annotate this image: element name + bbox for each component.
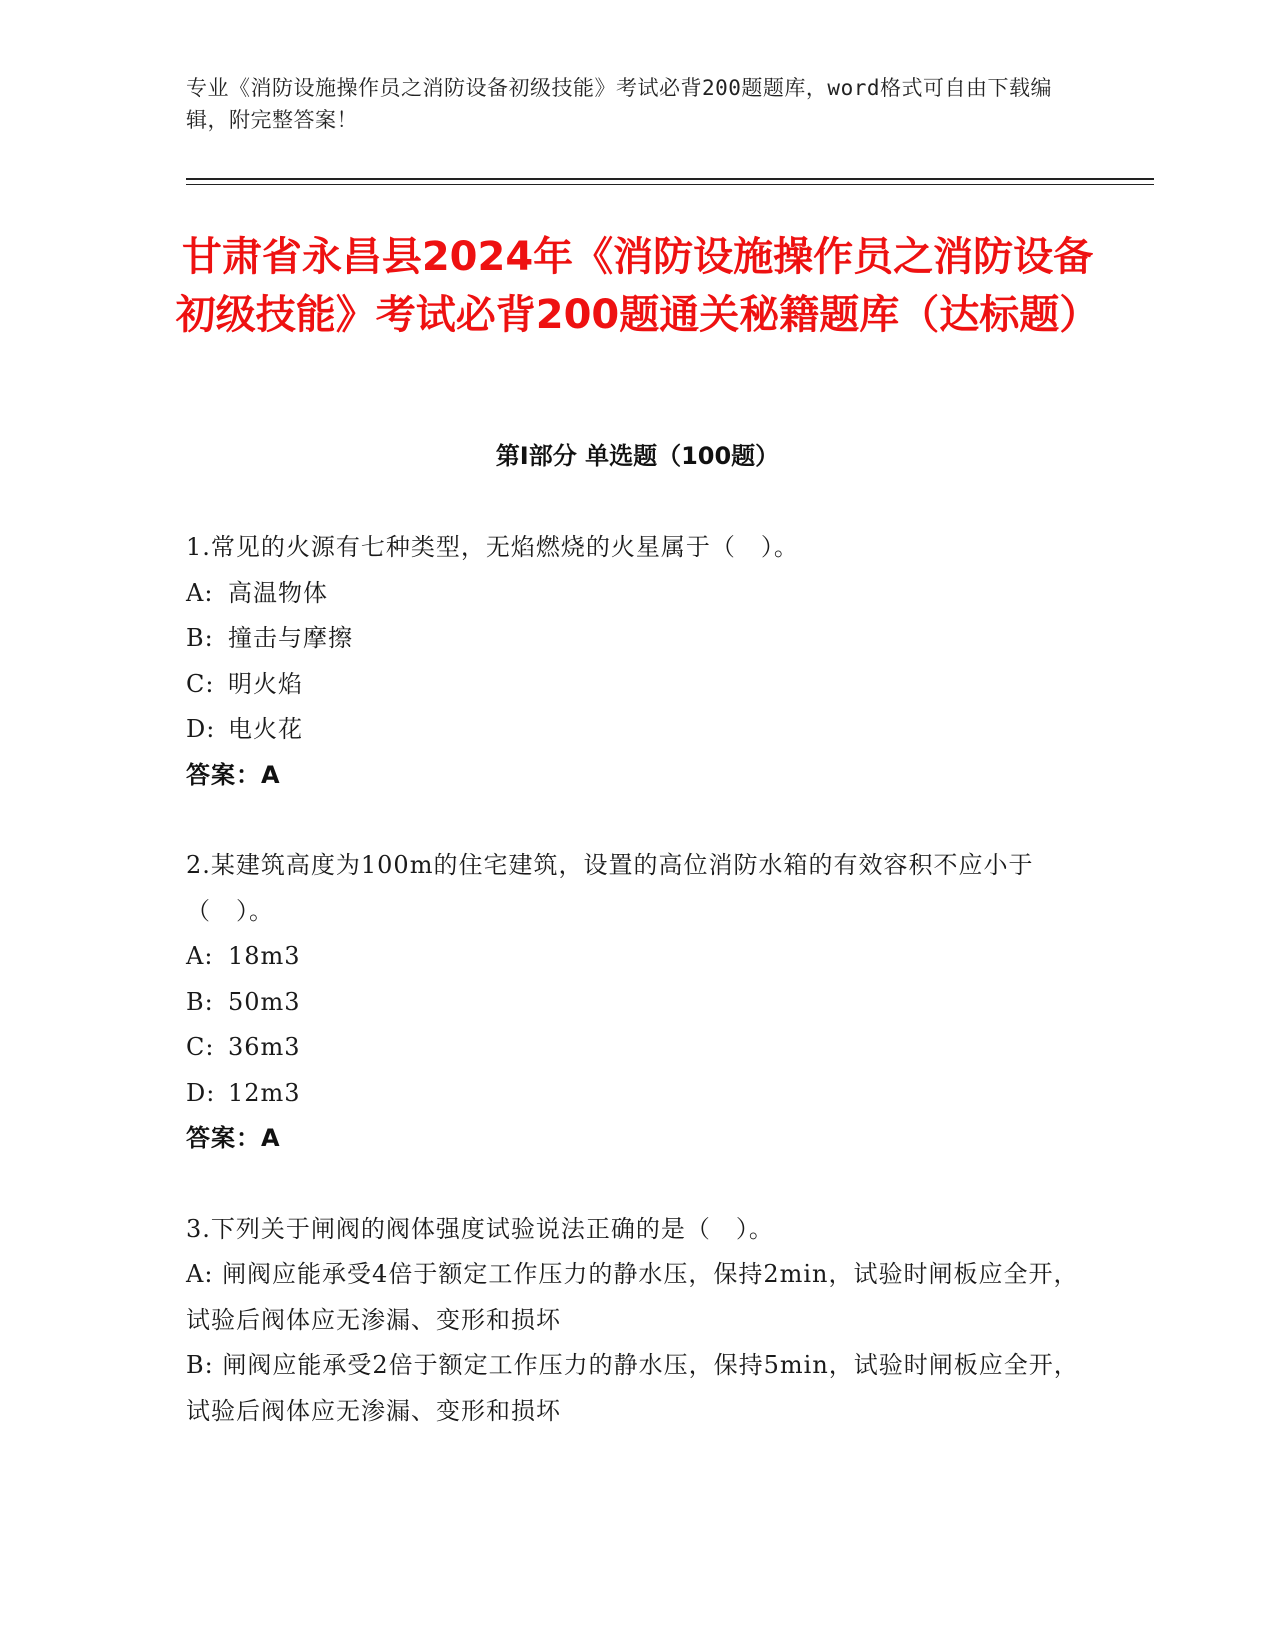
option-text: 18m3 [228,942,301,970]
option-key: B: [186,987,214,1016]
option-d [186,1071,1086,1117]
option-b [186,616,1086,662]
option-key: C: [186,669,215,698]
option-text: 明火焰 [228,669,303,698]
option-text: 电火花 [228,715,303,743]
answer-line [186,753,1086,799]
option-key: D: [186,1078,216,1107]
option-b [186,1343,1086,1434]
question-stem: 2.某建筑高度为100m的住宅建筑，设置的高位消防水箱的有效容积不应小于（ ）。 [186,851,1034,925]
question-3 [186,1207,1086,1435]
option-key: A: [186,1260,214,1288]
answer-label: 答案： [186,760,261,789]
question-1 [186,525,1086,798]
option-key: D: [186,715,216,743]
option-text: 闸阀应能承受2倍于额定工作压力的静水压，保持5min，试验时闸板应全开，试验后阀体应无渗漏、变形和损坏 [186,1351,1079,1425]
header-divider-thin [186,184,1154,185]
option-text: 36m3 [228,1033,301,1061]
option-c [186,662,1086,708]
answer-value: A [261,1124,281,1152]
answer-line [186,1116,1086,1162]
option-text: 撞击与摩擦 [228,624,353,652]
header-note: 专业《消防设施操作员之消防设备初级技能》考试必背200题题库，word格式可自由下载编辑，附完整答案！ [186,76,1052,132]
option-text: 闸阀应能承受4倍于额定工作压力的静水压，保持2min，试验时闸板应全开，试验后阀体应无渗漏、变形和损坏 [186,1260,1079,1334]
section-title: 第I部分 单选题（100题） [495,442,780,470]
option-b [186,980,1086,1026]
option-d [186,707,1086,753]
option-a [186,571,1086,617]
option-text: 50m3 [228,987,301,1016]
question-2 [186,843,1086,1162]
option-key: B: [186,624,214,652]
answer-value: A [261,760,281,789]
option-key: A: [186,942,214,970]
option-key: C: [186,1033,215,1061]
option-text: 12m3 [228,1078,301,1107]
question-list [186,525,1086,1479]
option-text: 高温物体 [228,578,328,607]
option-key: B: [186,1351,214,1379]
option-c [186,1025,1086,1071]
option-a [186,934,1086,980]
header-divider-thick [186,178,1154,180]
question-stem: 3.下列关于闸阀的阀体强度试验说法正确的是（ ）。 [186,1214,774,1243]
option-a [186,1252,1086,1343]
option-key: A: [186,578,214,607]
answer-label: 答案： [186,1124,261,1152]
question-stem: 1.常见的火源有七种类型，无焰燃烧的火星属于（ ）。 [186,533,799,561]
document-title: 甘肃省永昌县2024年《消防设施操作员之消防设备初级技能》考试必背200题通关秘籍题库（达标题） [175,234,1100,338]
